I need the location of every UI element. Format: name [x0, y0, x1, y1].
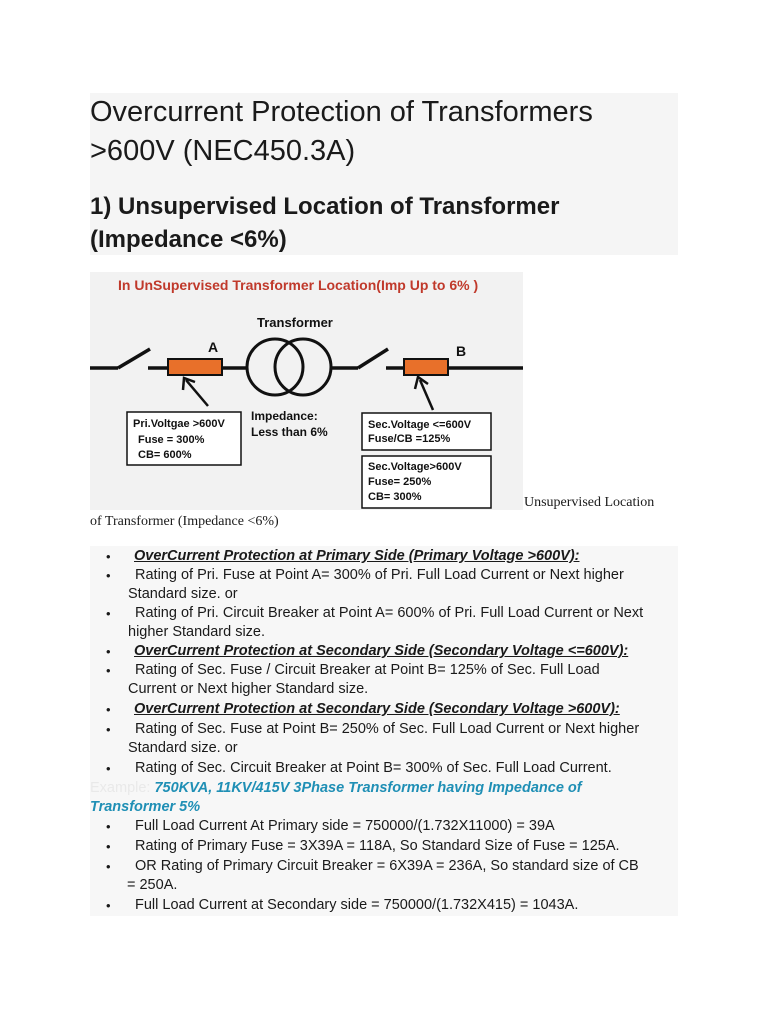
list-item-heading: OverCurrent Protection at Primary Side (Primary Voltage >600V):: [134, 548, 580, 564]
calc-item: Rating of Primary Fuse = 3X39A = 118A, So Standard Size of Fuse = 125A.: [135, 838, 620, 854]
point-a-label: A: [208, 339, 219, 355]
list-item-heading: OverCurrent Protection at Secondary Side (Secondary Voltage >600V):: [134, 701, 620, 717]
bullet-icon: •: [106, 859, 111, 874]
list-item: Rating of Sec. Fuse at Point B= 250% of Sec. Full Load Current or Next higher: [135, 721, 640, 737]
transformer-label: Transformer: [257, 315, 333, 330]
box-primary-line-2: Fuse = 300%: [138, 434, 205, 446]
box-secondary-low-line-1: Sec.Voltage <=600V: [368, 419, 472, 431]
list-item-continuation: Standard size. or: [128, 586, 238, 602]
impedance-line-1: Impedance:: [251, 409, 318, 423]
box-secondary-low-line-2: Fuse/CB =125%: [368, 433, 451, 445]
bullet-icon: •: [106, 898, 111, 913]
box-secondary-high-line-1: Sec.Voltage>600V: [368, 461, 462, 473]
arrow-a-shaft: [186, 380, 208, 406]
switch-a: [118, 349, 150, 368]
example-text-line-1: 750KVA, 11KV/415V 3Phase Transformer having Impedance of: [154, 780, 582, 796]
figure-caption-right: Unsupervised Location: [524, 495, 655, 510]
section-heading: 1) Unsupervised Location of Transformer (Impedance <6%): [90, 193, 560, 253]
list-item-continuation: higher Standard size.: [128, 624, 266, 640]
diagram-svg: [90, 272, 523, 510]
page-title: Overcurrent Protection of Transformers >600V (NEC450.3A): [90, 96, 593, 167]
impedance-line-2: Less than 6%: [251, 425, 328, 439]
bullet-icon: •: [106, 568, 111, 583]
bullet-icon: •: [106, 761, 111, 776]
list-item: Rating of Pri. Fuse at Point A= 300% of Pri. Full Load Current or Next higher: [135, 567, 624, 583]
point-b-label: B: [456, 343, 467, 359]
box-secondary-high-line-3: CB= 300%: [368, 491, 422, 503]
box-primary-line-3: CB= 600%: [138, 449, 192, 461]
bullet-icon: •: [106, 663, 111, 678]
example-label: Example:: [90, 780, 151, 796]
bullet-icon: •: [106, 549, 111, 564]
switch-b: [358, 349, 388, 368]
list-item: Rating of Pri. Circuit Breaker at Point A= 600% of Pri. Full Load Current or Next: [135, 605, 644, 621]
calc-item: OR Rating of Primary Circuit Breaker = 6X39A = 236A, So standard size of CB: [135, 858, 639, 874]
bullet-icon: •: [106, 839, 111, 854]
content-list: [90, 546, 678, 916]
calc-item: Full Load Current at Secondary side = 750000/(1.732X415) = 1043A.: [135, 897, 579, 913]
box-secondary-high-line-2: Fuse= 250%: [368, 476, 432, 488]
bullet-icon: •: [106, 819, 111, 834]
bullet-icon: •: [106, 644, 111, 659]
bullet-icon: •: [106, 722, 111, 737]
title-block: [90, 93, 678, 255]
arrow-b-shaft: [420, 380, 433, 410]
list-item: Rating of Sec. Fuse / Circuit Breaker at Point B= 125% of Sec. Full Load: [135, 662, 600, 678]
bullet-icon: •: [106, 606, 111, 621]
example-heading: [90, 779, 582, 798]
fuse-b: [404, 359, 448, 375]
transformer-diagram: [90, 272, 523, 510]
calc-item: Full Load Current At Primary side = 750000/(1.732X11000) = 39A: [135, 818, 555, 834]
box-primary-line-1: Pri.Voltgae >600V: [133, 418, 225, 430]
figure-caption-left: of Transformer (Impedance <6%): [90, 514, 279, 529]
fuse-a: [168, 359, 222, 375]
list-item-continuation: Current or Next higher Standard size.: [128, 681, 369, 697]
list-item-heading: OverCurrent Protection at Secondary Side (Secondary Voltage <=600V):: [134, 643, 629, 659]
diagram-heading: In UnSupervised Transformer Location(Imp Up to 6% ): [118, 277, 479, 293]
calc-item-continuation: = 250A.: [127, 877, 178, 893]
list-item: Rating of Sec. Circuit Breaker at Point B= 300% of Sec. Full Load Current.: [135, 760, 612, 776]
list-item-continuation: Standard size. or: [128, 740, 238, 756]
bullet-icon: •: [106, 702, 111, 717]
example-text-line-2: Transformer 5%: [90, 799, 201, 815]
